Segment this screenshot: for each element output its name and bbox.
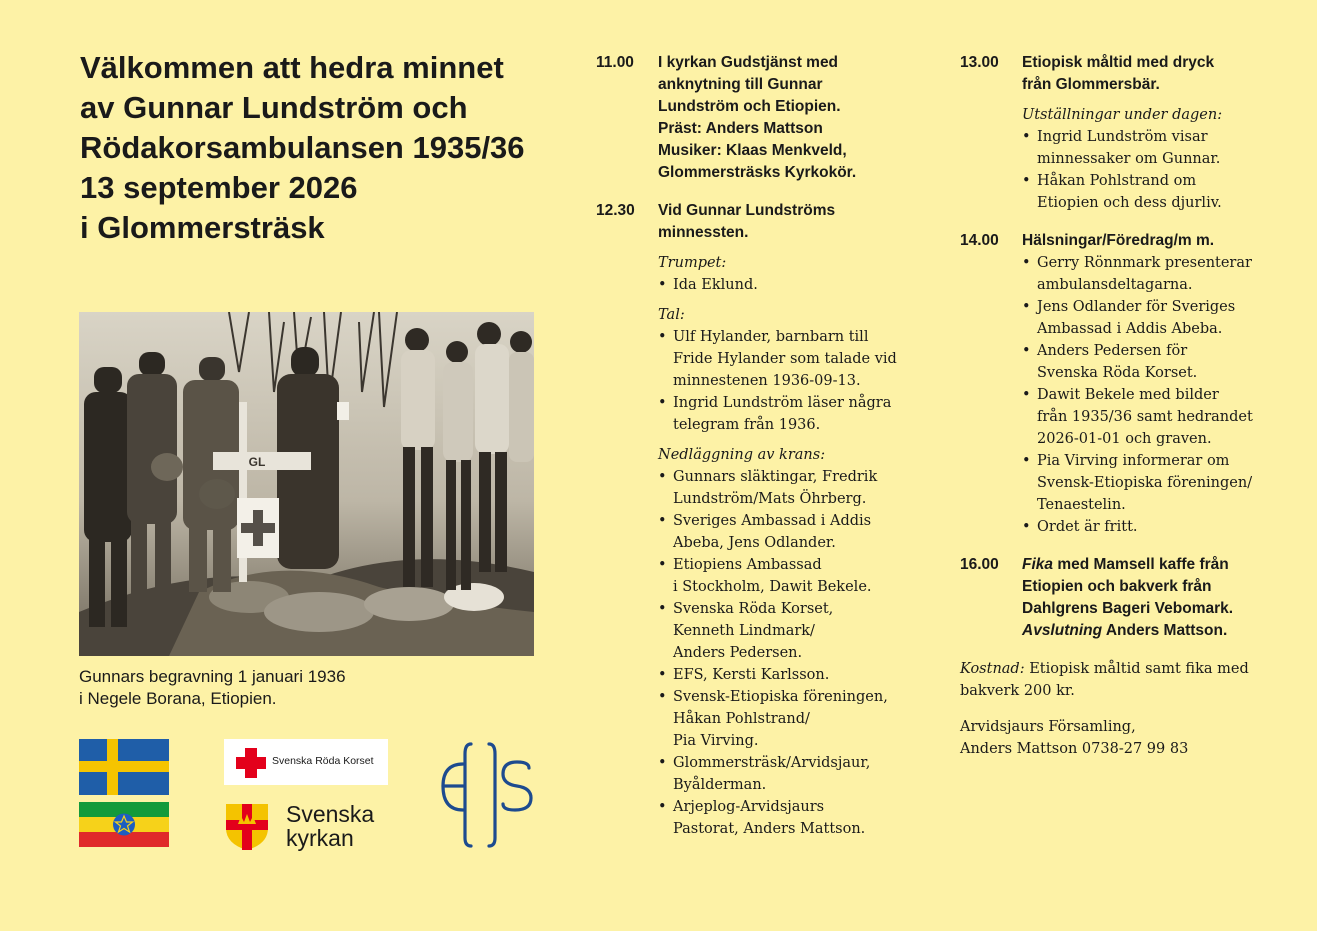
list-item-line: Fride Hylander som talade vid	[673, 351, 897, 367]
list-item-line: Håkan Pohlstrand/	[673, 711, 810, 727]
program-item-1230	[596, 200, 926, 840]
title-line: i Glommersträsk	[80, 210, 325, 245]
list-item-line: • Glommersträsk/Arvidsjaur,	[673, 755, 871, 771]
item-heading	[658, 52, 926, 184]
kyrkan-line: kyrkan	[286, 825, 354, 851]
ethiopia-flag	[79, 802, 169, 847]
list-item-line: • Håkan Pohlstrand om	[1037, 173, 1197, 189]
exhibitions-label: Utställningar under dagen:	[1022, 107, 1223, 123]
list-item	[658, 796, 926, 840]
list-item-line: i Stockholm, Dawit Bekele.	[673, 579, 872, 595]
contact-info	[960, 716, 1290, 760]
item-time: 12.30	[596, 202, 635, 219]
item-heading	[658, 200, 926, 244]
list-item-line: Anders Pedersen.	[673, 645, 803, 661]
list-item-line: telegram från 1936.	[673, 417, 821, 433]
list-item-line: Pastorat, Anders Mattson.	[673, 821, 866, 837]
efs-logo	[437, 738, 535, 850]
list-item-line: • Anders Pedersen för	[1037, 343, 1188, 359]
list-item-line: Lundström/Mats Öhrberg.	[673, 491, 867, 507]
list-item	[658, 664, 926, 686]
title-line: 13 september 2026	[80, 170, 358, 205]
tal-label: Tal:	[658, 307, 685, 323]
list-item-line: Byålderman.	[673, 777, 767, 793]
heading-line: Vid Gunnar Lundströms	[658, 202, 836, 219]
list-item-line: • Ida Eklund.	[673, 277, 758, 293]
krans-list	[658, 466, 926, 840]
list-item-line: Pia Virving.	[673, 733, 759, 749]
list-item-line: minnessaker om Gunnar.	[1037, 151, 1221, 167]
closing-emphasis: Avslutning	[1022, 622, 1103, 639]
heading-line: Präst: Anders Mattson	[658, 120, 823, 137]
funeral-photo	[79, 312, 534, 656]
list-item-line: • Arjeplog-Arvidsjaurs	[673, 799, 825, 815]
cost-label: Kostnad:	[960, 661, 1025, 677]
church-shield-icon	[224, 802, 270, 852]
program-column-2	[960, 52, 1290, 774]
list-item	[658, 510, 926, 554]
heading-line: Etiopien och bakverk från	[1022, 578, 1212, 595]
caption-line: i Negele Borana, Etiopien.	[79, 689, 277, 708]
list-item	[658, 392, 926, 436]
red-cross-logo	[224, 739, 388, 785]
list-item-line: • Jens Odlander för Sveriges	[1037, 299, 1236, 315]
heading-line: med Mamsell kaffe från	[1053, 556, 1229, 573]
heading-line: Anders Mattson.	[1102, 622, 1228, 639]
cost-text: Etiopisk måltid samt fika med	[1024, 661, 1249, 677]
heading-line: Hälsningar/Föredrag/m m.	[1022, 232, 1215, 249]
contact-line: Arvidsjaurs Församling,	[960, 719, 1136, 735]
photo-caption	[79, 666, 479, 710]
list-item	[1022, 450, 1290, 516]
list-item-line: ambulansdeltagarna.	[1037, 277, 1193, 293]
list-item-line: • Sveriges Ambassad i Addis	[673, 513, 872, 529]
program-column-1	[596, 52, 926, 856]
list-item	[1022, 296, 1290, 340]
heading-line: minnessten.	[658, 224, 749, 241]
list-item-line: Kenneth Lindmark/	[673, 623, 815, 639]
list-item-line: från 1935/36 samt hedrandet	[1037, 409, 1253, 425]
list-item-line: Etiopien och dess djurliv.	[1037, 195, 1222, 211]
list-item-line: minnestenen 1936-09-13.	[673, 373, 861, 389]
heading-line: I kyrkan Gudstjänst med	[658, 54, 839, 71]
item-time: 13.00	[960, 54, 999, 71]
list-item	[658, 686, 926, 752]
list-item-line: • Svenska Röda Korset,	[673, 601, 834, 617]
program-item-1600	[960, 554, 1290, 642]
list-item-line: • Ingrid Lundström läser några	[673, 395, 892, 411]
item-time: 14.00	[960, 232, 999, 249]
exhibitions-list	[1022, 126, 1290, 214]
item-heading	[1022, 554, 1290, 642]
list-item	[658, 274, 926, 296]
red-cross-logo-text: Svenska Röda Korset	[272, 755, 374, 767]
heading-line: från Glommersbär.	[1022, 76, 1160, 93]
list-item-line: • Dawit Bekele med bilder	[1037, 387, 1219, 403]
heading-line: Musiker: Klaas Menkveld,	[658, 142, 847, 159]
caption-line: Gunnars begravning 1 januari 1936	[79, 667, 346, 686]
krans-label: Nedläggning av krans:	[658, 447, 826, 463]
list-item-line: • Svensk-Etiopiska föreningen,	[673, 689, 888, 705]
list-item-line: • EFS, Kersti Karlsson.	[673, 667, 830, 683]
list-item-line: • Ingrid Lundström visar	[1037, 129, 1208, 145]
list-item	[1022, 516, 1290, 538]
heading-line: anknytning till Gunnar	[658, 76, 823, 93]
heading-line: Etiopisk måltid med dryck	[1022, 54, 1215, 71]
list-item	[1022, 126, 1290, 170]
cost-note	[960, 658, 1290, 702]
title-line: Rödakorsambulansen 1935/36	[80, 130, 525, 165]
list-item	[658, 466, 926, 510]
item-heading	[1022, 52, 1290, 96]
item-time: 11.00	[596, 54, 634, 71]
tal-list	[658, 326, 926, 436]
title-line: av Gunnar Lundström och	[80, 90, 468, 125]
list-item-line: Tenaestelin.	[1037, 497, 1126, 513]
list-item-line: • Pia Virving informerar om	[1037, 453, 1230, 469]
list-item-line: 2026-01-01 och graven.	[1037, 431, 1212, 447]
list-item-line: • Gerry Rönnmark presenterar	[1037, 255, 1252, 271]
item-time: 16.00	[960, 556, 999, 573]
list-item	[1022, 170, 1290, 214]
list-item	[658, 554, 926, 598]
list-item	[658, 752, 926, 796]
heading-line: Dahlgrens Bageri Vebomark.	[1022, 600, 1234, 617]
list-item-line: • Etiopiens Ambassad	[673, 557, 822, 573]
title-line: Välkommen att hedra minnet	[80, 50, 504, 85]
svenska-kyrkan-logo	[224, 802, 394, 852]
cost-text: bakverk 200 kr.	[960, 683, 1075, 699]
list-item	[1022, 384, 1290, 450]
page-title	[80, 48, 560, 248]
heading-line: Lundström och Etiopien.	[658, 98, 841, 115]
kyrkan-line: Svenska	[286, 801, 375, 827]
red-cross-icon	[232, 739, 270, 785]
program-item-1300	[960, 52, 1290, 214]
list-item	[658, 598, 926, 664]
list-item-line: • Ulf Hylander, barnbarn till	[673, 329, 869, 345]
list-item-line: • Gunnars släktingar, Fredrik	[673, 469, 878, 485]
trumpet-label: Trumpet:	[658, 255, 727, 271]
list-item	[1022, 252, 1290, 296]
list-item	[1022, 340, 1290, 384]
program-item-1400	[960, 230, 1290, 538]
sweden-flag	[79, 739, 169, 795]
trumpet-list	[658, 274, 926, 296]
list-item-line: Svensk-Etiopiska föreningen/	[1037, 475, 1253, 491]
contact-line: Anders Mattson 0738-27 99 83	[960, 741, 1189, 757]
list-item-line: • Ordet är fritt.	[1037, 519, 1138, 535]
program-item-1100	[596, 52, 926, 184]
item-heading	[1022, 230, 1290, 252]
list-item-line: Abeba, Jens Odlander.	[673, 535, 836, 551]
fika-emphasis: Fika	[1022, 556, 1054, 573]
cross-inscription: GL	[248, 455, 266, 469]
greetings-list	[1022, 252, 1290, 538]
list-item-line: Ambassad i Addis Abeba.	[1037, 321, 1223, 337]
heading-line: Glommersträsks Kyrkokör.	[658, 164, 857, 181]
list-item	[658, 326, 926, 392]
list-item-line: Svenska Röda Korset.	[1037, 365, 1198, 381]
